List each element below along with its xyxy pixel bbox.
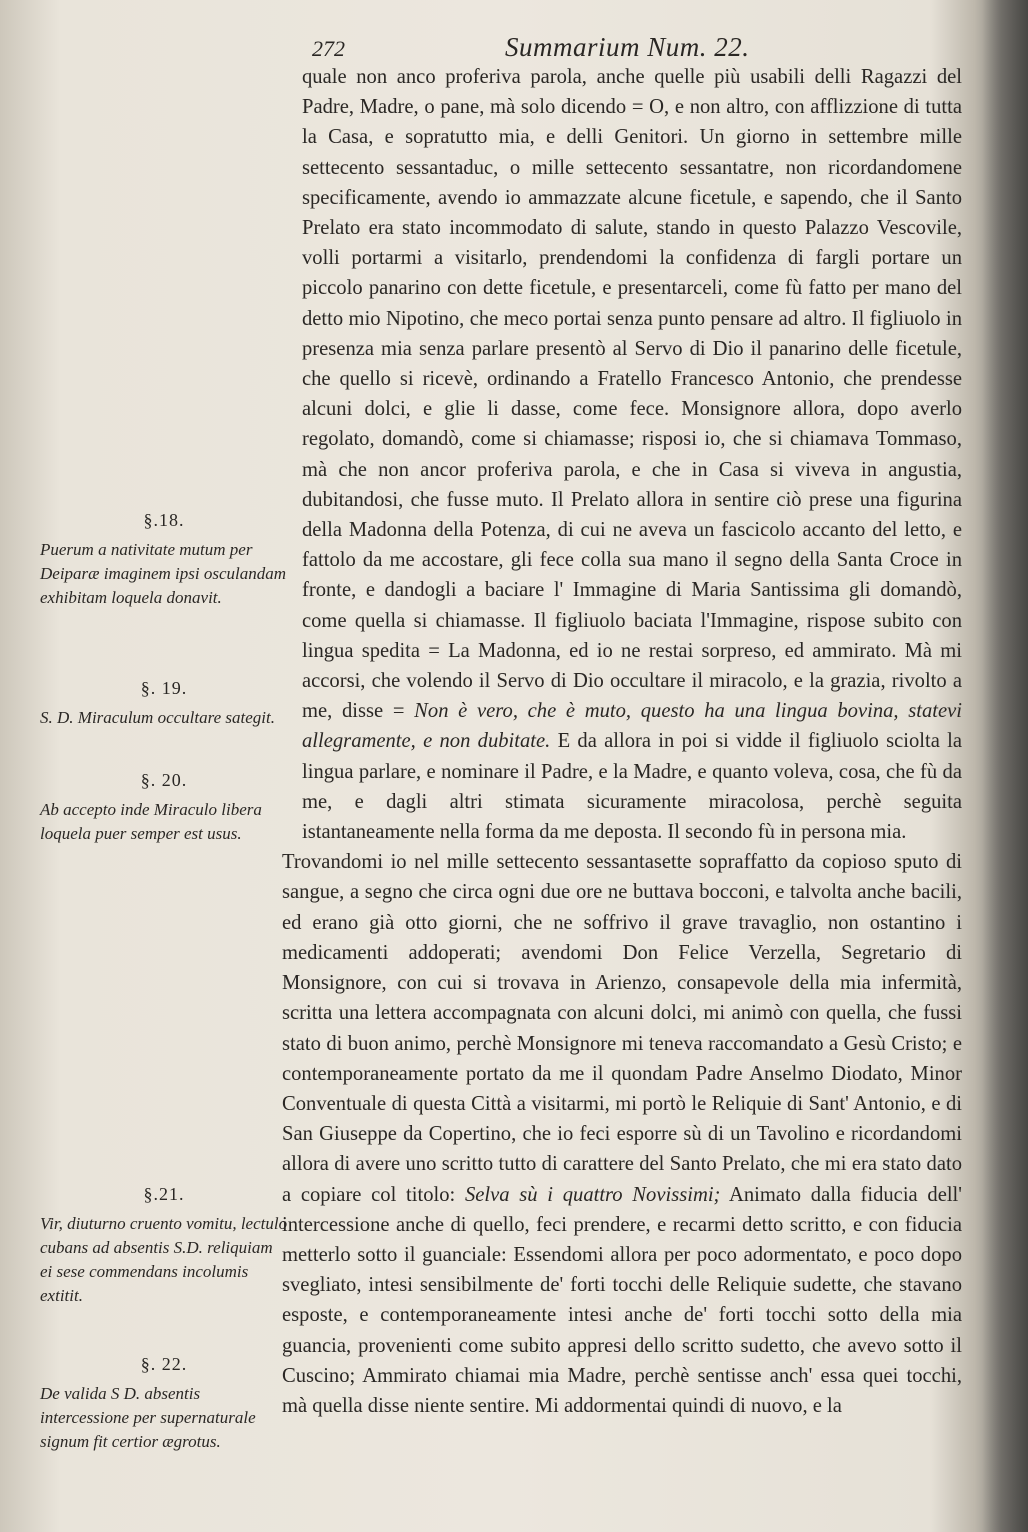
paragraph-2 [282, 847, 962, 1421]
margin-note-20 [40, 768, 288, 846]
margin-note-text: S. D. Miraculum occultare sategit. [40, 708, 275, 727]
margin-note-section: §.18. [143, 510, 185, 530]
margin-note-22 [40, 1352, 288, 1454]
margin-note-section: §.21. [143, 1184, 185, 1204]
paragraph-1-quote: Non è vero, che è muto, questo ha una lingua bovina, statevi allegramente, e non dubitate. [302, 700, 962, 753]
main-text-column [282, 62, 962, 1421]
margin-note-18 [40, 508, 288, 610]
paragraph-2-text-a: Trovandomi io nel mille settecento sessantasette sopraffatto da copioso sputo di sangue, a segno che circa ogni due ore ne buttava bocconi, e talvolta anche bacili, ed erano già otto giorni, che ne soffrivo il grave travaglio, non ostantino i medicamenti addoperati; avendomi Don Felice Verzella, Segretario di Monsignore, con cui si trovava in Arienzo, consapevole della mia infermità, scritta una lettera accompagnata con alcuni dolci, mi animò con quella, che fussi stato di buon animo, perchè Monsignore mi teneva raccomandato a Gesù Cristo; e contemporaneamente portato da me il quondam Padre Anselmo Diodato, Minor Conventuale di questa Città a visitarmi, mi portò le Reliquie di Sant' Antonio, e di San Giuseppe da Copertino, che io feci esporre sù di un Tavolino e ricordandomi allora di avere uno scritto tutto di carattere del Santo Prelato, che mi era stato dato a copiare col titolo: [282, 851, 962, 1206]
running-title: Summarium Num. 22. [505, 32, 750, 62]
book-gutter-shadow [982, 0, 1028, 1532]
paragraph-1 [282, 62, 962, 847]
margin-note-19 [40, 676, 288, 730]
margin-note-text: Ab accepto inde Miraculo libera loquela puer semper est usus. [40, 800, 262, 843]
margin-note-section: §. 20. [140, 770, 188, 790]
margin-note-section: §. 19. [140, 678, 188, 698]
margin-note-21 [40, 1182, 288, 1308]
margin-note-text: Vir, diuturno cruento vomitu, lectulo cubans ad absentis S.D. reliquiam ei sese commendans incolumis extitit. [40, 1214, 288, 1305]
margin-note-text: De valida S D. absentis intercessione per supernaturale signum fit certior ægrotus. [40, 1384, 256, 1451]
margin-note-section: §. 22. [140, 1354, 188, 1374]
paragraph-2-title: Selva sù i quattro Novissimi; [464, 1183, 721, 1206]
paragraph-1-text-b: E da allora in poi si vidde il figliuolo sciolta la lingua parlare, e nominare il Padre, e la Madre, e quanto voleva, cosa, che fù da me, e dagli altri stimata sicuramente miracolosa, perchè seguita istantaneamente nella forma da me deposta. Il secondo fù in persona mia. [302, 730, 962, 844]
paragraph-2-text-b: Animato dalla fiducia dell' intercessione anche di quello, feci prendere, e recarmi detto scritto, e con fiducia metterlo sotto il guanciale: Essendomi allora per poco adormentato, e poco dopo svegliato, intesi sensibilmente de' forti tocchi delle Reliquie sudette, che stavano esposte, e contemporaneamente intesi anche de' forti tocchi sotto della mia guancia, provenienti come subito appresi dello scritto sudetto, che avevo sotto il Cuscino; Ammirato chiamai mia Madre, perchè sentisse anch' essa quei tocchi, mà quella disse niente sentire. Mi addormentai quindi di nuovo, e la [282, 1183, 962, 1417]
paragraph-1-text-a: quale non anco proferiva parola, anche quelle più usabili delli Ragazzi del Padre, Madre, o pane, mà solo dicendo = O, e non altro, con afflizzione di tutta la Casa, e sopratutto mia, e delli Genitori. Un giorno in settembre mille settecento sessantaduc, o mille settecento sessantatre, non ricordandomene specificamente, avendo io ammazzate alcune ficetule, e sapendo, che il Santo Prelato era stato incommodato di salute, stando in questo Palazzo Vescovile, volli portarmi a visitarlo, prendendomi la confidenza di fargli portare un piccolo panarino con dette ficetule, e presentarceli, come fù fatto per mano del detto mio Nipotino, che meco portai senza punto pensare ad altro. Il figliuolo in presenza mia senza parlare presentò al Servo di Dio il panarino delle ficetule, che quello si ricevè, ordinando a Fratello Francesco Antonio, che prendesse alcuni dolci, e glie li dasse, come fece. Monsignore allora, dopo averlo regolato, domandò, come si chiamasse; risposi io, che si chiamava Tommaso, mà che non ancor proferiva parola, e che in Casa si viveva in angustia, dubitandosi, che fusse muto. Il Prelato allora in sentire ciò prese una figurina della Madonna della Potenza, di cui ne aveva un fascicolo accanto del letto, e fattolo da me accostare, gli fece colla sua mano il segno della Santa Croce in fronte, e dandogli a baciare l' Immagine di Maria Santissima gli domandò, come quella si chiamasse. Il figliuolo baciata l'Immagine, rispose subito con lingua spedita = La Madonna, ed io ne restai sorpreso, ed ammirato. Mà mi accorsi, che volendo il Servo di Dio occultare il miracolo, e la grazia, rivolto a me, disse = [302, 66, 962, 723]
page-number: 272 [312, 36, 345, 61]
margin-note-text: Puerum a nativitate mutum per Deiparæ imaginem ipsi osculandam exhibitam loquela donavit. [40, 540, 287, 607]
